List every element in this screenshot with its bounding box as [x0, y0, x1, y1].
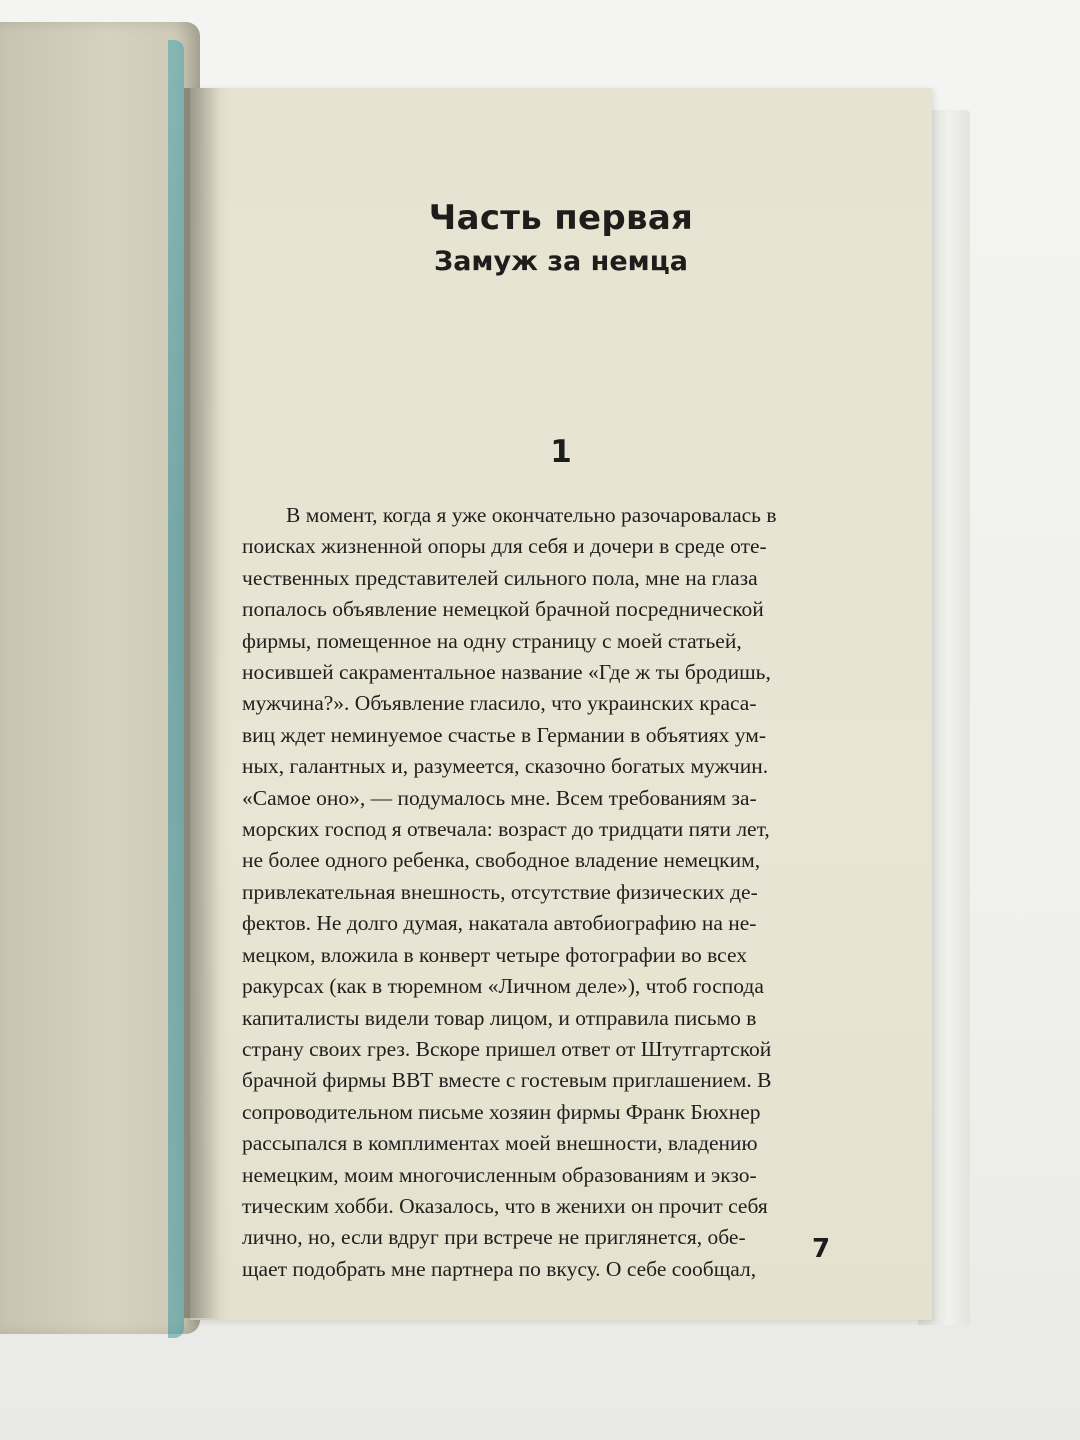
- page-number: 7: [812, 1234, 831, 1264]
- text-line: чественных представителей сильного пола, мне на глаза: [242, 565, 758, 590]
- text-line: лично, но, если вдруг при встрече не приглянется, обе-: [242, 1225, 746, 1250]
- text-line: страну своих грез. Вскоре пришел ответ от Штутгартской: [242, 1036, 772, 1061]
- text-line: «Самое оно», — подумалось мне. Всем требованиям за-: [242, 785, 757, 810]
- text-line: ных, галантных и, разумеется, сказочно богатых мужчин.: [242, 754, 769, 779]
- text-line: привлекательная внешность, отсутствие физических де-: [242, 879, 758, 904]
- spine-shadow: [184, 88, 220, 1318]
- text-line: рассыпался в комплиментах моей внешности, владению: [242, 1131, 758, 1156]
- text-line: морских господ я отвечала: возраст до тридцати пяти лет,: [242, 817, 770, 842]
- left-cover-edge: [168, 40, 184, 1338]
- text-line: мецком, вложила в конверт четыре фотографии во всех: [242, 942, 747, 967]
- text-line: брачной фирмы ВВТ вместе с гостевым приглашением. В: [242, 1068, 772, 1093]
- chapter-subtitle: Замуж за немца: [434, 246, 688, 277]
- text-line: капиталисты видели товар лицом, и отправила письмо в: [242, 1005, 757, 1030]
- chapter-number: 1: [550, 434, 572, 470]
- text-line: щает подобрать мне партнера по вкусу. О себе сообщал,: [242, 1256, 757, 1281]
- text-line: тическим хобби. Оказалось, что в женихи он прочит себя: [242, 1193, 768, 1218]
- text-line: фирмы, помещенное на одну страницу с моей статьей,: [242, 628, 742, 653]
- text-line: сопроводительном письме хозяин фирмы Франк Бюхнер: [242, 1099, 761, 1124]
- body-text: [242, 500, 842, 1285]
- text-line: не более одного ребенка, свободное владение немецким,: [242, 848, 761, 873]
- text-line: мужчина?». Объявление гласило, что украинских краса-: [242, 691, 757, 716]
- text-line: попалось объявление немецкой брачной посреднической: [242, 597, 764, 622]
- text-line: поисках жизненной опоры для себя и дочери в среде оте-: [242, 534, 767, 559]
- text-line: В момент, когда я уже окончательно разочаровалась в: [286, 503, 777, 527]
- text-line: носившей сакраментальное название «Где ж ты бродишь,: [242, 660, 771, 685]
- text-line: виц ждет неминуемое счастье в Германии в объятиях ум-: [242, 722, 766, 747]
- text-line: фектов. Не долго думая, накатала автобиографию на не-: [242, 911, 757, 936]
- text-line: ракурсах (как в тюремном «Личном деле»), чтоб господа: [242, 974, 764, 999]
- book-page: [190, 88, 932, 1320]
- text-line: немецким, моим многочисленным образованиям и экзо-: [242, 1162, 757, 1187]
- part-title: Часть первая: [428, 198, 694, 238]
